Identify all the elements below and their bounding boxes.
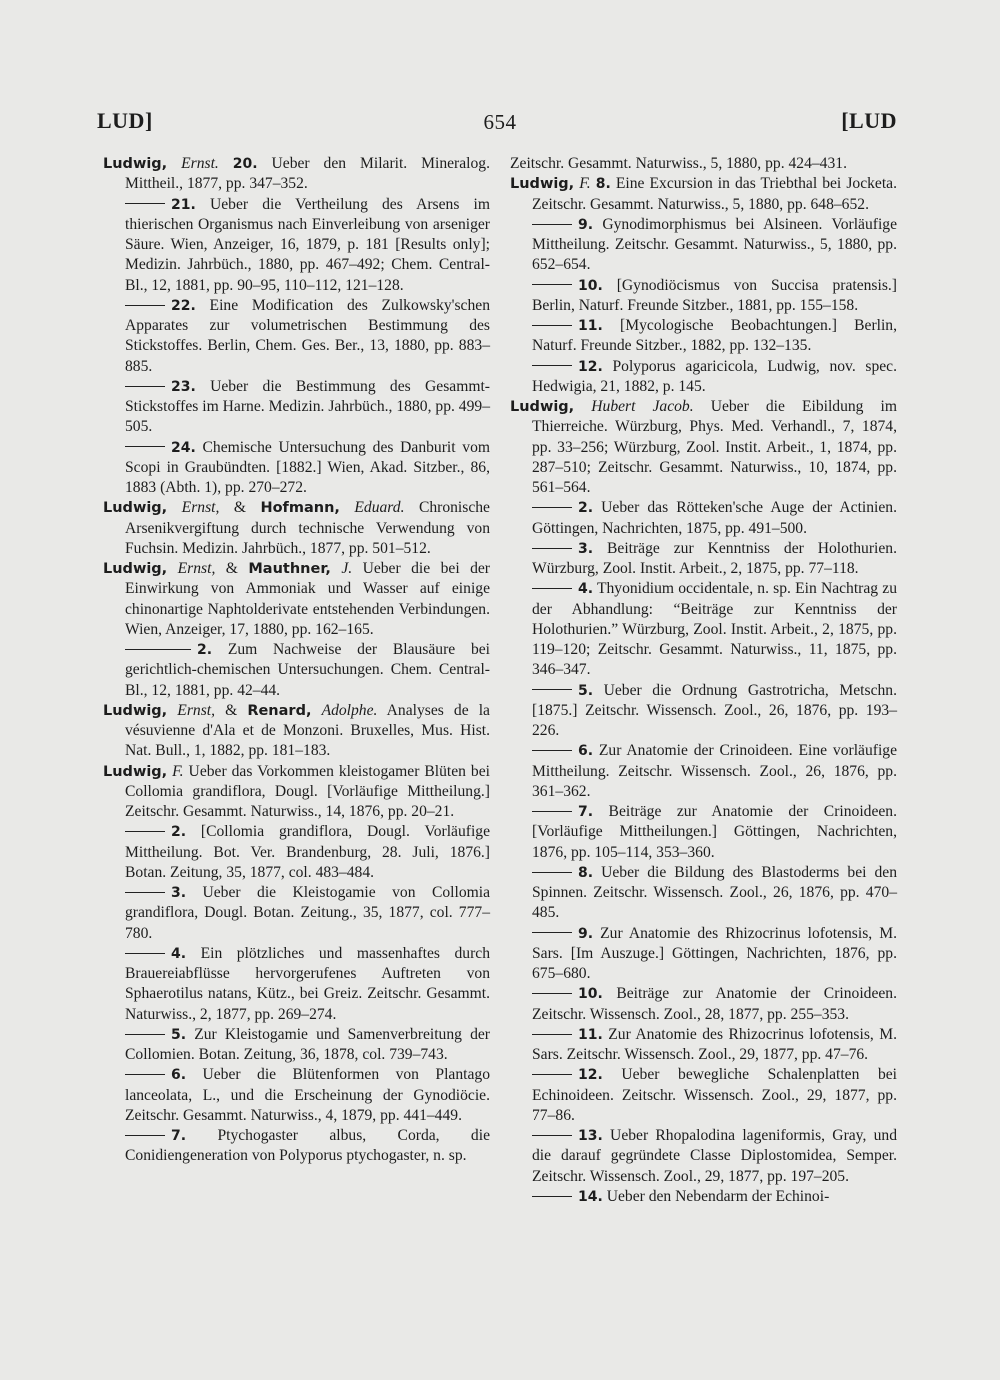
- ditto-rule: [532, 750, 572, 751]
- entry-text: Ueber die Kleistogamie von Collomia grandiflora, Dougl. Botan. Zeitung., 35, 1877, col. 777–780.: [125, 884, 490, 942]
- entry-text: Analyses de la vésuvienne d'Ala et de Monzoni. Bruxelles, Mus. Hist. Nat. Bull., 1, 1882, pp. 181–183.: [125, 701, 490, 760]
- ditto-rule: [125, 386, 165, 387]
- ditto-rule: [125, 446, 165, 447]
- coauthor-given-name: Eduard.: [354, 499, 405, 517]
- bibliography-entry: [510, 984, 897, 1025]
- entry-number: 7.: [578, 804, 594, 820]
- entry-text: Gynodimorphismus bei Alsineen. Vorläufige Mittheilung. Zeitschr. Gesammt. Naturwiss., 5, 1880, pp. 652–654.: [532, 215, 897, 274]
- bibliography-entry: [103, 822, 490, 883]
- bibliography-entry: [510, 1065, 897, 1126]
- bibliography-entry: [103, 195, 490, 296]
- ditto-rule: [532, 548, 572, 549]
- entry-number: 8.: [595, 176, 611, 193]
- entry-number: 9.: [578, 925, 594, 942]
- entry-text: Ptychogaster albus, Corda, die Conidiengeneration von Polyporus ptychogaster, n. sp.: [125, 1127, 490, 1165]
- entry-number: 7.: [171, 1128, 187, 1144]
- entry-number: 8.: [578, 864, 594, 881]
- bibliography-entry: [510, 579, 897, 680]
- author-given-name: F.: [579, 175, 591, 193]
- entry-number: 2.: [171, 824, 187, 841]
- ditto-rule: [532, 1034, 572, 1035]
- entry-text: Zur Anatomie des Rhizocrinus lofotensis, M. Sars. [Im Auszuge.] Göttingen, Nachrichten, 1876, pp. 675–680.: [532, 924, 897, 982]
- ditto-rule: [125, 831, 165, 832]
- page-number: 654: [483, 110, 517, 134]
- entry-text: Ueber die Ordnung Gastrotricha, Metschn. [1875.] Zeitschr. Wissensch. Zool., 26, 1876, pp. 193–226.: [532, 681, 897, 739]
- bibliography-entry: [510, 741, 897, 802]
- entry-text: Zur Anatomie der Crinoideen. Eine vorläufige Mittheilung. Zeitschr. Wissensch. Zool., 26, 1876, pp. 361–362.: [532, 742, 897, 800]
- entry-number: 2.: [578, 500, 594, 517]
- bibliography-entry: [103, 377, 490, 438]
- author-surname: Ludwig,: [510, 399, 575, 415]
- ampersand: &: [219, 499, 261, 517]
- bibliography-entry: [510, 154, 897, 174]
- entry-text: Ueber die Blütenformen von Plantago lanceolata, L., und die Erscheinung der Gynodiöcie. Zeitschr. Gesammt. Naturwiss., 4, 1879, pp. 441–449.: [125, 1066, 490, 1124]
- bibliography-entry: [103, 154, 490, 195]
- ditto-rule: [532, 811, 572, 812]
- bibliography-entry: [103, 944, 490, 1025]
- entry-text: Ueber bewegliche Schalenplatten bei Echinoideen. Zeitschr. Wissensch. Zool., 29, 1877, pp. 77–86.: [532, 1066, 897, 1124]
- ditto-rule: [125, 1034, 165, 1035]
- entry-number: 10.: [578, 277, 603, 294]
- entry-number: 14.: [578, 1188, 603, 1205]
- bibliography-entry: [103, 1025, 490, 1066]
- author-given-name: Ernst,: [177, 560, 216, 577]
- bibliography-entry: [510, 316, 897, 357]
- entry-number: 12.: [578, 358, 603, 375]
- entry-text: Eine Modification des Zulkowsky'schen Apparates zur volumetrischen Bestimmung des Stickstoffes. Berlin, Chem. Ges. Ber., 13, 1880, pp. 883–885.: [125, 296, 490, 375]
- entry-number: 23.: [171, 378, 196, 395]
- entry-number: 9.: [578, 216, 594, 233]
- entry-number: 24.: [171, 439, 196, 456]
- ditto-rule: [532, 1135, 572, 1136]
- left-column: [103, 154, 490, 1167]
- ditto-rule: [125, 203, 165, 204]
- entry-number: 6.: [578, 743, 594, 760]
- author-given-name: Ernst,: [177, 701, 215, 719]
- entry-text: Zur Anatomie des Rhizocrinus lofotensis, M. Sars. Zeitschr. Wissensch. Zool., 29, 1877, pp. 47–76.: [532, 1025, 897, 1063]
- ditto-rule: [125, 953, 165, 954]
- bibliography-entry: [510, 276, 897, 317]
- ditto-rule: [532, 588, 572, 589]
- entry-number: 4.: [171, 945, 187, 962]
- entry-text: Ueber die Bestimmung des Gesammt-Stickstoffes im Harne. Medizin. Jahrbüch., 1880, pp. 499–505.: [125, 377, 490, 436]
- coauthor-surname: Hofmann,: [260, 500, 340, 517]
- entry-number: 5.: [578, 682, 594, 699]
- entry-text: Zeitschr. Gesammt. Naturwiss., 5, 1880, pp. 424–431.: [510, 155, 847, 172]
- ditto-rule: [125, 1074, 165, 1075]
- entry-number: 5.: [171, 1026, 187, 1043]
- entry-text: Ueber die Vertheilung des Arsens im thierischen Organismus nach Einverleibung von arseniger Säure. Wien, Anzeiger, 16, 1879, p. 181 [Results only]; Medizin. Jahrbüch., 1880, pp. 467–492; Chem. Central-Bl., 12, 1881, pp. 90–95, 110–112, 121–128.: [125, 195, 490, 294]
- bibliography-entry: [103, 883, 490, 944]
- entry-number: 20.: [232, 156, 258, 172]
- entry-text: Polyporus agaricicola, Ludwig, nov. spec. Hedwigia, 21, 1882, p. 145.: [532, 357, 897, 395]
- bibliography-entry: [510, 357, 897, 398]
- running-head-left: LUD]: [97, 108, 153, 133]
- entry-number: 3.: [578, 540, 594, 557]
- ditto-rule: [532, 325, 572, 326]
- entry-text: Ueber den Nebendarm der Echinoi-: [602, 1187, 830, 1205]
- author-given-name: Hubert Jacob.: [591, 398, 694, 415]
- bibliography-entry: [510, 174, 897, 215]
- entry-text: Ueber den Milarit. Mineralog. Mittheil., 1877, pp. 347–352.: [125, 155, 490, 193]
- entry-text: Ueber die bei der Einwirkung von Ammoniak und Wasser auf einige chinonartige Naphtolderivate entstehenden Verbindungen. Wien, Anzeiger, 17, 1880, pp. 162–165.: [125, 560, 491, 638]
- coauthor-surname: Mauthner,: [248, 561, 331, 577]
- entry-text: Zur Kleistogamie und Samenverbreitung der Collomien. Botan. Zeitung, 36, 1878, col. 739–743.: [125, 1025, 490, 1063]
- bibliography-entry: [510, 397, 897, 498]
- author-surname: Ludwig,: [510, 176, 575, 193]
- bibliography-entry: [510, 215, 897, 276]
- bibliography-entry: [103, 640, 490, 701]
- author-surname: Ludwig,: [103, 561, 168, 577]
- ditto-rule: [125, 305, 165, 306]
- bibliography-entry: [510, 681, 897, 742]
- ditto-rule: [532, 1074, 572, 1075]
- entry-number: 21.: [171, 196, 196, 213]
- entry-text: Ueber die Bildung des Blastoderms bei den Spinnen. Zeitschr. Wissensch. Zool., 26, 1876, pp. 470–485.: [532, 863, 897, 922]
- bibliography-entry: [510, 1187, 897, 1207]
- entry-number: 12.: [578, 1067, 603, 1084]
- coauthor-given-name: Adolphe.: [321, 701, 378, 719]
- entry-number: 3.: [171, 885, 187, 901]
- entry-text: Thyonidium occidentale, n. sp. Ein Nachtrag zu der Abhandlung: “Beiträge zur Kenntniss der Holothurien.” Würzburg, Zool. Instit. Arbeit., 2, 1875, pp. 119–120; Zeitschr. Gesammt. Naturwiss., 11, 1875, pp. 346–347.: [532, 580, 897, 679]
- entry-text: Ueber Rhopalodina lageniformis, Gray, und die darauf gegründete Classe Diplostomidea, Semper. Zeitschr. Wissensch. Zool., 29, 1877, pp. 197–205.: [532, 1127, 897, 1185]
- bibliography-entry: [510, 498, 897, 539]
- coauthor-given-name: J.: [341, 560, 353, 577]
- entry-number: 11.: [578, 1026, 603, 1043]
- ditto-rule: [532, 689, 572, 690]
- entry-text: Chronische Arsenikvergiftung durch technische Verwendung von Fuchsin. Medizin. Jahrbüch., 1877, pp. 501–512.: [125, 499, 490, 557]
- ditto-rule: [532, 224, 572, 225]
- bibliography-entry: [103, 498, 490, 559]
- author-given-name: Ernst,: [181, 499, 220, 517]
- bibliography-entry: [510, 1126, 897, 1187]
- entry-number: 13.: [578, 1128, 603, 1144]
- ditto-rule: [532, 284, 572, 285]
- bibliography-entry: [510, 539, 897, 580]
- author-surname: Ludwig,: [103, 763, 168, 780]
- author-surname: Ludwig,: [103, 500, 168, 517]
- ditto-rule: [532, 993, 572, 994]
- ditto-rule: [532, 507, 572, 508]
- bibliography-entry: [103, 762, 490, 823]
- ditto-rule: [532, 365, 572, 366]
- bibliography-entry: [510, 1025, 897, 1066]
- author-given-name: F.: [172, 762, 184, 780]
- bibliography-entry: [510, 863, 897, 924]
- entry-number: 4.: [578, 581, 594, 598]
- entry-number: 10.: [578, 986, 603, 1003]
- entry-text: Chemische Untersuchung des Danburit vom Scopi in Graubündten. [1882.] Wien, Akad. Sitzber., 86, 1883 (Abth. 1), pp. 270–272.: [125, 438, 490, 496]
- bibliography-entry: [510, 924, 897, 985]
- entry-text: Eine Excursion in das Triebthal bei Jocketa. Zeitschr. Gesammt. Naturwiss., 5, 1880, pp. 648–652.: [532, 175, 897, 213]
- entry-number: 22.: [171, 297, 196, 314]
- ditto-rule: [125, 649, 191, 650]
- running-head-right: [LUD: [841, 108, 897, 133]
- bibliography-entry: [103, 438, 490, 499]
- bibliography-entry: [510, 802, 897, 863]
- author-given-name: Ernst.: [181, 155, 219, 172]
- entry-number: 6.: [171, 1067, 187, 1084]
- bibliography-entry: [103, 296, 490, 377]
- coauthor-surname: Renard,: [247, 702, 312, 719]
- ditto-rule: [532, 1196, 572, 1197]
- entry-number: 2.: [197, 642, 213, 658]
- entry-text: Ein plötzliches und massenhaftes durch Brauereiabflüsse hervorgerufenes Auftreten von Sphaerotilus natans, Kütz., bei Greiz. Zeitschr. Gesammt. Naturwiss., 2, 1877, pp. 269–274.: [125, 944, 490, 1023]
- entry-text: Zum Nachweise der Blausäure bei gerichtlich-chemischen Untersuchungen. Chem. Central-Bl., 12, 1881, pp. 42–44.: [125, 641, 490, 699]
- entry-text: Ueber die Eibildung im Thierreiche. Würzburg, Phys. Med. Verhandl., 7, 1874, pp. 33–256; Würzburg, Zool. Instit. Arbeit., 1, 1874, pp. 287–510; Zeitschr. Gesammt. Naturwiss., 10, 1874, pp. 561–564.: [532, 398, 897, 496]
- ampersand: &: [215, 701, 248, 719]
- bibliography-entry: [103, 1126, 490, 1167]
- entry-text: Beiträge zur Anatomie der Crinoideen. Zeitschr. Wissensch. Zool., 28, 1877, pp. 255–353.: [532, 985, 897, 1023]
- entry-text: [Collomia grandiflora, Dougl. Vorläufige Mittheilung. Bot. Ver. Brandenburg, 28. Juli, 1876.] Botan. Zeitung, 35, 1877, col. 483–484.: [125, 823, 490, 881]
- ditto-rule: [532, 932, 572, 933]
- ditto-rule: [125, 1135, 165, 1136]
- author-surname: Ludwig,: [103, 156, 168, 172]
- entry-text: [Gynodiöcismus von Succisa pratensis.] Berlin, Naturf. Freunde Sitzber., 1881, pp. 155–158.: [532, 276, 897, 314]
- bibliography-entry: [103, 559, 490, 640]
- entry-text: [Mycologische Beobachtungen.] Berlin, Naturf. Freunde Sitzber., 1882, pp. 132–135.: [532, 317, 897, 355]
- entry-text: Ueber das Rötteken'sche Auge der Actinien. Göttingen, Nachrichten, 1875, pp. 491–500.: [532, 499, 897, 537]
- entry-text: Ueber das Vorkommen kleistogamer Blüten bei Collomia grandiflora, Dougl. [Vorläufige Mittheilung.] Zeitschr. Gesammt. Naturwiss., 14, 1876, pp. 20–21.: [125, 762, 490, 820]
- ampersand: &: [215, 560, 249, 577]
- ditto-rule: [125, 892, 165, 893]
- right-column: [510, 154, 897, 1207]
- bibliography-entry: [103, 1065, 490, 1126]
- entry-text: Beiträge zur Anatomie der Crinoideen. [Vorläufige Mittheilungen.] Göttingen, Nachrichten, 1876, pp. 105–114, 353–360.: [532, 803, 897, 861]
- ditto-rule: [532, 872, 572, 873]
- entry-text: Beiträge zur Kenntniss der Holothurien. Würzburg, Zool. Instit. Arbeit., 2, 1875, pp. 77–118.: [532, 539, 897, 577]
- entry-number: 11.: [578, 318, 603, 334]
- bibliography-entry: [103, 701, 490, 762]
- author-surname: Ludwig,: [103, 702, 168, 719]
